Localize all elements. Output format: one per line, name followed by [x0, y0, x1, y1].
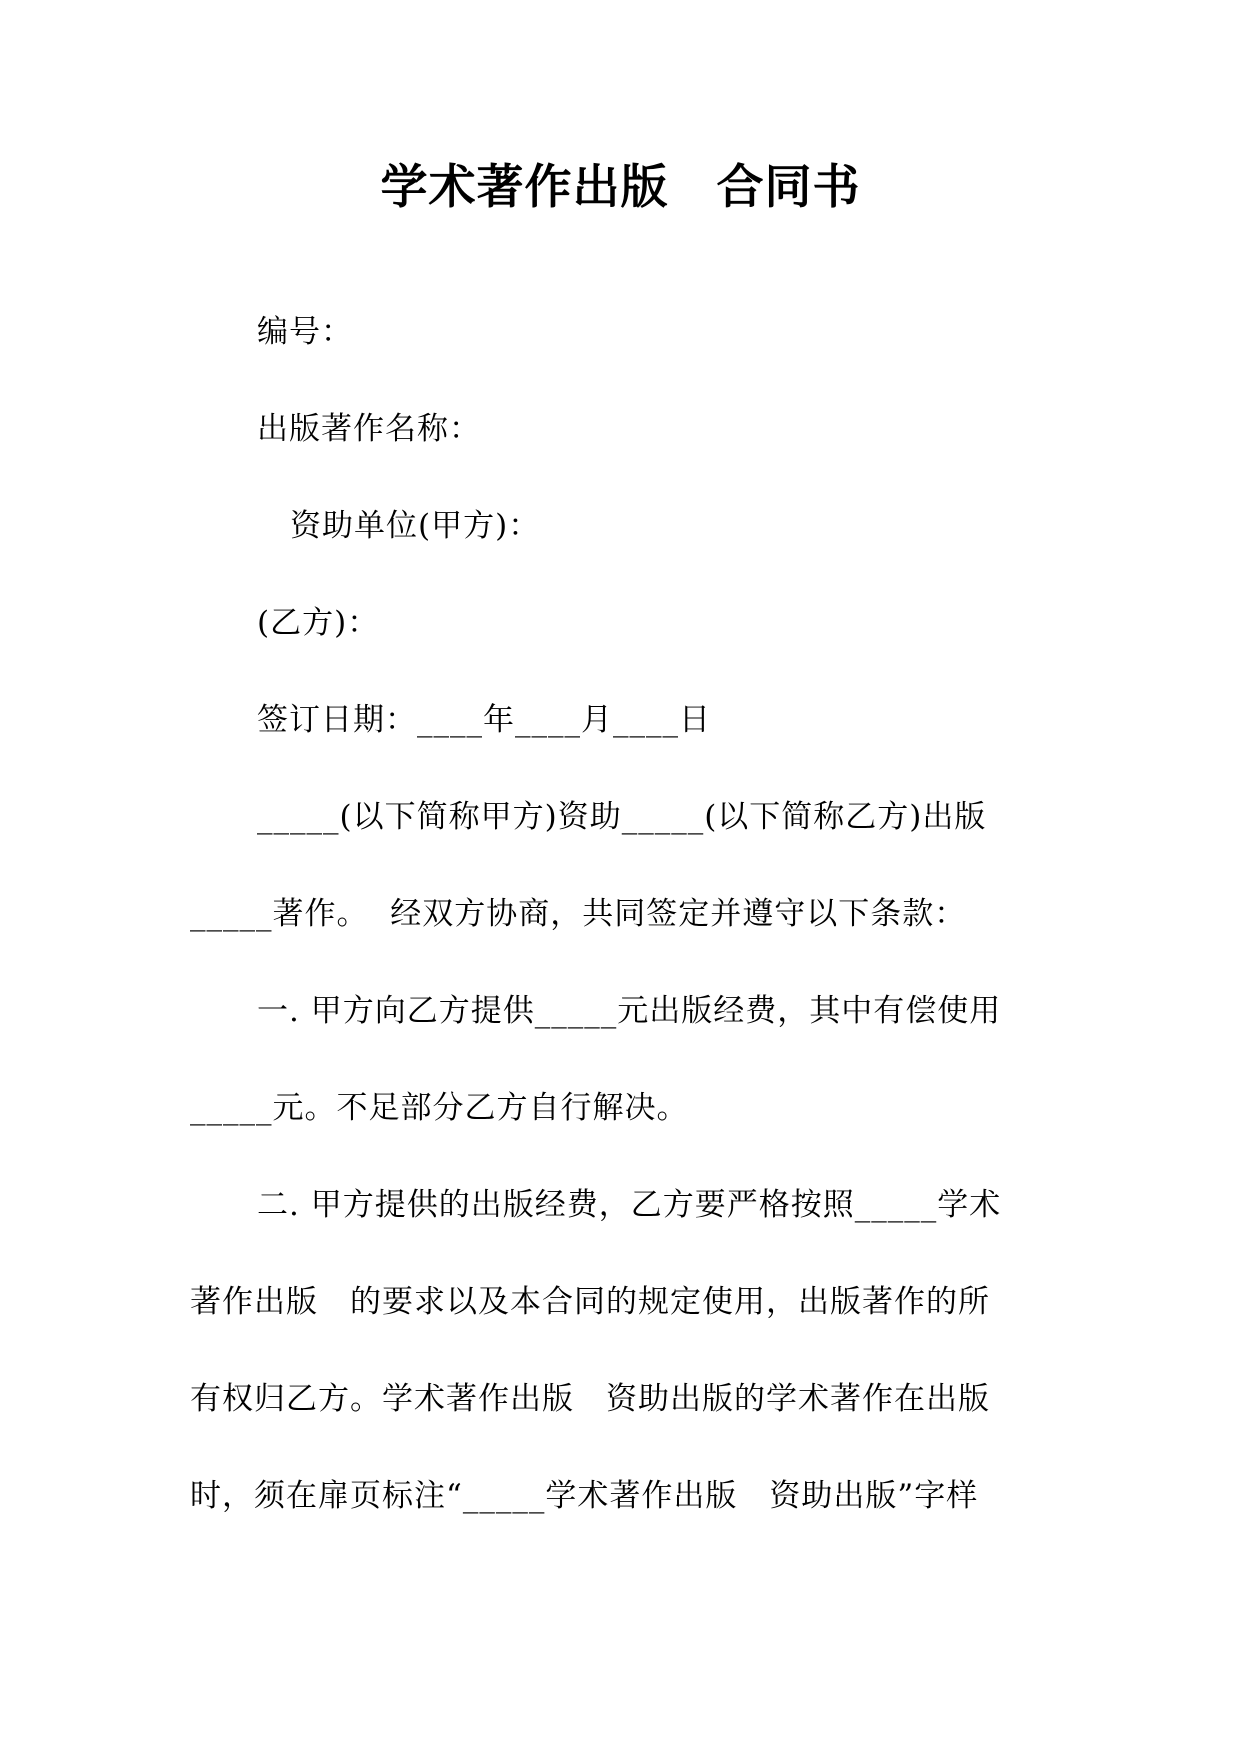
clause-2-line-1: 二. 甲方提供的出版经费，乙方要严格按照_____学术 [257, 1187, 1002, 1223]
clause-2-line-2: 著作出版 的要求以及本合同的规定使用，出版著作的所 [190, 1284, 990, 1320]
document-title: 学术著作出版 合同书 [380, 160, 861, 215]
signing-date-label: 签订日期：____年____月____日 [257, 702, 711, 738]
work-title-label: 出版著作名称： [257, 411, 481, 447]
clause-2-line-3: 有权归乙方。学术著作出版 资助出版的学术著作在出版 [190, 1381, 990, 1417]
preamble-line-1: _____(以下简称甲方)资助_____(以下简称乙方)出版 [257, 799, 987, 835]
party-b-label: (乙方)： [257, 605, 380, 641]
contract-number-label: 编号： [257, 314, 353, 350]
clause-2-line-4: 时，须在扉页标注“_____学术著作出版 资助出版”字样 [190, 1478, 979, 1514]
party-a-label: 资助单位(甲方)： [290, 508, 541, 544]
preamble-line-2: _____著作。 经双方协商，共同签定并遵守以下条款： [190, 896, 967, 932]
clause-1-line-1: 一. 甲方向乙方提供_____元出版经费，其中有偿使用 [257, 993, 1002, 1029]
clause-1-line-2: _____元。不足部分乙方自行解决。 [190, 1090, 689, 1126]
